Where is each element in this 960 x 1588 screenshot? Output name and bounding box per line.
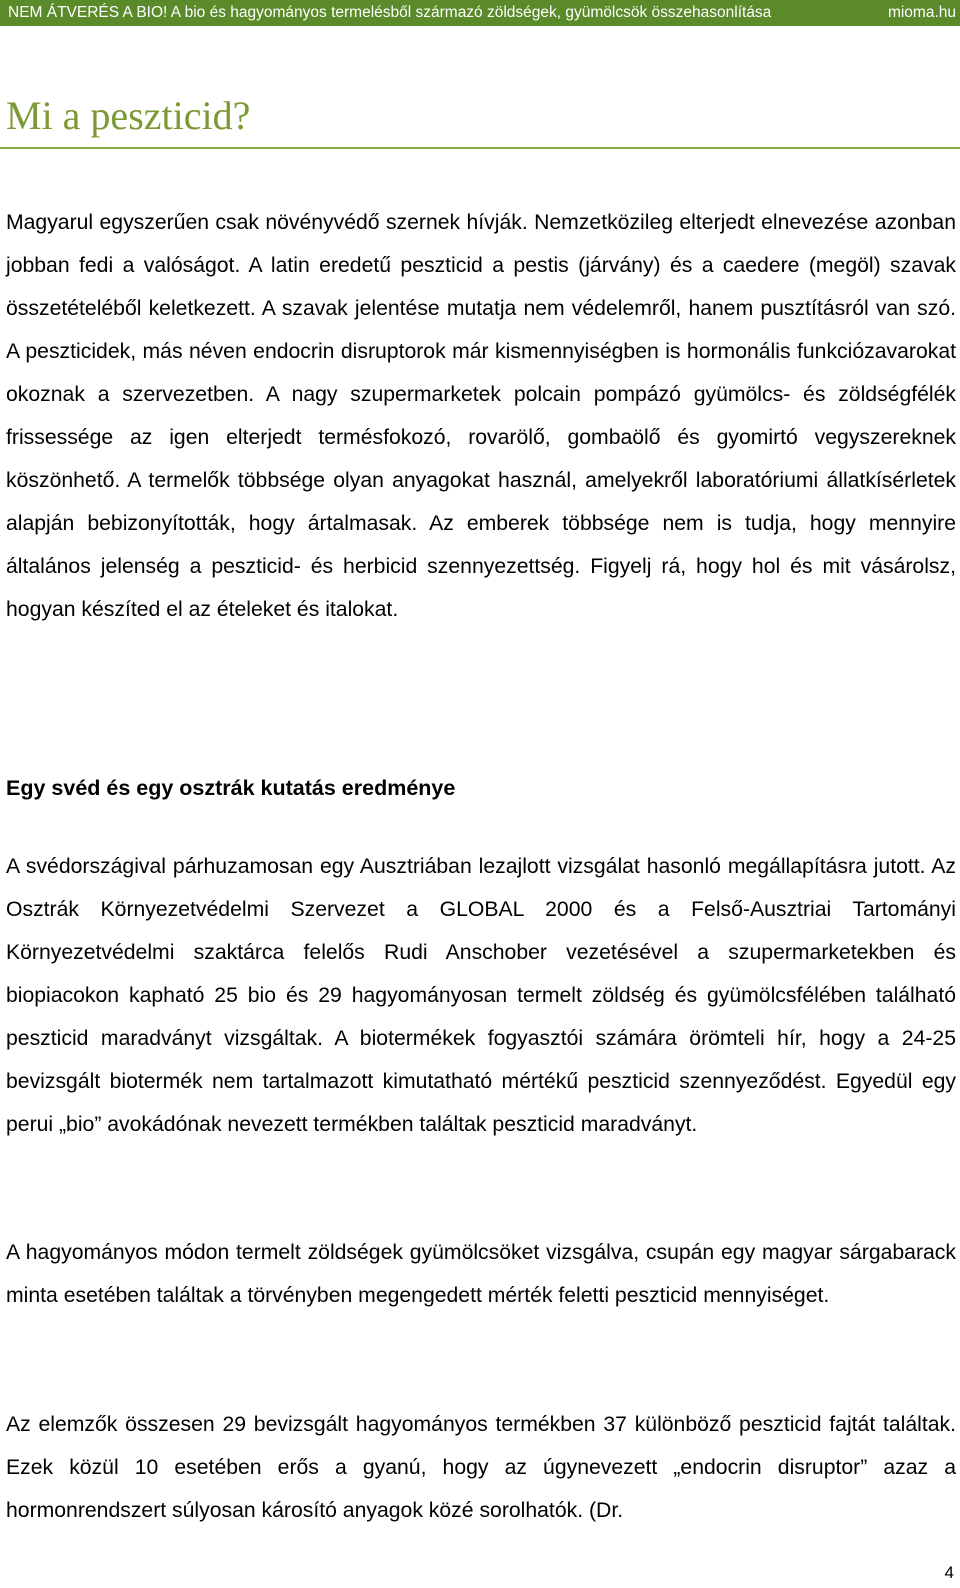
page-title: Mi a peszticid?: [6, 93, 251, 138]
section-heading: Egy svéd és egy osztrák kutatás eredménye: [6, 776, 456, 800]
analysts-paragraph: Az elemzők összesen 29 bevizsgált hagyományos termékben 37 különböző peszticid fajtát találtak. Ezek közül 10 esetében erős a gyanú, hogy az úgynevezett „endocrin disruptor” azaz a hormonrendszert súlyosan károsító anyagok közé sorolhatók. (Dr.: [6, 1413, 956, 1522]
intro-paragraph: Magyarul egyszerűen csak növényvédő szernek hívják. Nemzetközileg elterjedt elnevezése azonban jobban fedi a valóságot. A latin eredetű peszticid a pestis (járvány) és a caedere (megöl) szavak összetételéből keletkezett. A szavak jelentése mutatja nem védelemről, hanem pusztításról van szó. A peszticidek, más néven endocrin disruptorok már kismennyiségben is hormonális funkciózavarokat okoznak a szervezetben. A nagy szupermarketek polcain pompázó gyümölcs- és zöldségfélék frissessége az igen elterjedt termésfokozó, rovarölő, gombaölő és gyomirtó vegyszereknek köszönhető. A termelők többsége olyan anyagokat használ, amelyekről laboratóriumi állatkísérletek alapján bebizonyították, hogy ártalmasak. Az emberek többsége nem is tudja, hogy mennyire általános jelenség a peszticid- és herbicid szennyezettség. Figyelj rá, hogy hol és mit vásárolsz, hogyan készíted el az ételeket és italokat.: [6, 211, 956, 621]
site-name: mioma.hu: [887, 4, 956, 21]
page-number: 4: [944, 1563, 954, 1582]
document-title: NEM ÁTVERÉS A BIO! A bio és hagyományos termelésből származó zöldségek, gyümölcsök összehasonlítása: [8, 4, 772, 21]
conventional-paragraph: A hagyományos módon termelt zöldségek gyümölcsöket vizsgálva, csupán egy magyar sárgabarack minta esetében találtak a törvényben megengedett mérték feletti peszticid mennyiséget.: [6, 1241, 956, 1307]
study-paragraph: A svédországival párhuzamosan egy Ausztriában lezajlott vizsgálat hasonló megállapításra jutott. Az Osztrák Környezetvédelmi Szervezet a GLOBAL 2000 és a Felső-Ausztriai Tartományi Környezetvédelmi szaktárca felelős Rudi Anschober vezetésével a szupermarketekben és biopiacokon kapható 25 bio és 29 hagyományosan termelt zöldség és gyümölcsfélében található peszticid maradványt vizsgáltak. A biotermékek fogyasztói számára örömteli hír, hogy a 24-25 bevizsgált biotermék nem tartalmazott kimutatható mértékű peszticid szennyeződést. Egyedül egy perui „bio” avokádónak nevezett termékben találtak peszticid maradványt.: [6, 855, 956, 1136]
running-header: [0, 0, 960, 26]
title-divider: [0, 147, 960, 149]
